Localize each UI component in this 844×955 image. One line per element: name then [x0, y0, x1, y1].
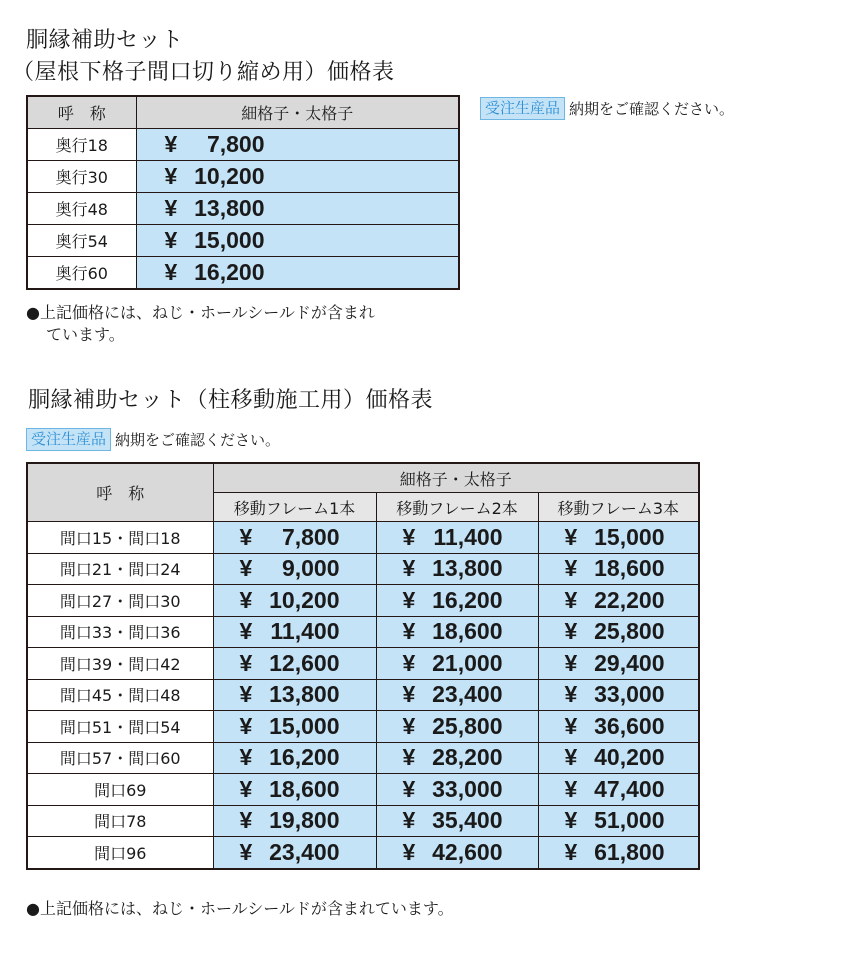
table-row — [27, 679, 699, 711]
yen-sign: ¥ — [402, 618, 416, 645]
yen-sign: ¥ — [564, 681, 578, 708]
delivery-notice-text: 納期をご確認ください。 — [569, 99, 735, 118]
table-row — [27, 774, 699, 806]
row-name: 間口96 — [27, 837, 213, 869]
yen-sign: ¥ — [564, 555, 578, 582]
yen-sign: ¥ — [239, 775, 253, 802]
yen-sign: ¥ — [239, 555, 253, 582]
yen-sign: ¥ — [402, 586, 416, 613]
table-row — [27, 553, 699, 585]
price-value: 22,200 — [594, 586, 665, 613]
price-value: 15,000 — [194, 227, 265, 253]
price-value: 12,600 — [269, 649, 340, 676]
table-row — [27, 742, 699, 774]
price-cell — [376, 616, 538, 648]
row-name: 間口45・間口48 — [27, 679, 213, 711]
row-name: 間口69 — [27, 774, 213, 806]
price-cell — [213, 616, 376, 648]
row-name: 間口57・間口60 — [27, 742, 213, 774]
row-name: 奥行18 — [27, 129, 136, 161]
price-value: 21,000 — [432, 649, 503, 676]
price-value: 13,800 — [432, 555, 503, 582]
price-cell — [538, 648, 699, 680]
row-name: 間口33・間口36 — [27, 616, 213, 648]
section2-price-table — [26, 462, 700, 870]
price-cell — [538, 711, 699, 743]
table-row — [27, 585, 699, 617]
row-name: 間口15・間口18 — [27, 522, 213, 554]
price-value: 11,400 — [270, 618, 340, 645]
table-row — [27, 711, 699, 743]
table-row — [27, 161, 459, 193]
yen-sign: ¥ — [239, 712, 253, 739]
price-value: 7,800 — [281, 523, 340, 550]
table-row — [27, 616, 699, 648]
price-value: 29,400 — [594, 649, 665, 676]
price-value: 18,600 — [594, 555, 665, 582]
price-value: 18,600 — [269, 775, 340, 802]
table-row — [27, 129, 459, 161]
yen-sign: ¥ — [164, 195, 178, 221]
price-cell — [538, 837, 699, 869]
price-value: 10,200 — [269, 586, 340, 613]
table-row — [27, 522, 699, 554]
header-name: 呼 称 — [27, 463, 213, 522]
row-name: 奥行54 — [27, 225, 136, 257]
price-cell — [376, 774, 538, 806]
price-value: 7,800 — [206, 131, 265, 157]
yen-sign: ¥ — [402, 649, 416, 676]
yen-sign: ¥ — [402, 744, 416, 771]
price-cell — [213, 679, 376, 711]
price-cell — [136, 225, 459, 257]
yen-sign: ¥ — [564, 649, 578, 676]
row-name: 奥行48 — [27, 193, 136, 225]
made-to-order-badge: 受注生産品 — [26, 428, 111, 451]
price-value: 19,800 — [269, 807, 340, 834]
table-row — [27, 805, 699, 837]
yen-sign: ¥ — [564, 775, 578, 802]
table-row — [27, 648, 699, 680]
yen-sign: ¥ — [564, 838, 578, 865]
made-to-order-badge: 受注生産品 — [480, 97, 565, 120]
price-value: 10,200 — [194, 163, 265, 189]
yen-sign: ¥ — [564, 618, 578, 645]
section2-table-body — [27, 522, 699, 869]
section1-order-notice — [480, 96, 734, 121]
price-cell — [538, 805, 699, 837]
yen-sign: ¥ — [164, 227, 178, 253]
yen-sign: ¥ — [239, 649, 253, 676]
yen-sign: ¥ — [164, 259, 178, 285]
yen-sign: ¥ — [164, 163, 178, 189]
row-name: 間口39・間口42 — [27, 648, 213, 680]
price-value: 61,800 — [594, 838, 665, 865]
price-cell — [538, 616, 699, 648]
yen-sign: ¥ — [239, 523, 253, 550]
header-group: 細格子・太格子 — [213, 463, 699, 493]
row-name: 間口51・間口54 — [27, 711, 213, 743]
price-cell — [213, 774, 376, 806]
table-row — [27, 225, 459, 257]
yen-sign: ¥ — [239, 838, 253, 865]
price-cell — [376, 522, 538, 554]
table-row — [27, 257, 459, 290]
price-value: 42,600 — [432, 838, 503, 865]
section1-price-table — [26, 95, 460, 290]
price-value: 51,000 — [594, 807, 665, 834]
price-value: 11,400 — [433, 523, 503, 550]
row-name: 間口78 — [27, 805, 213, 837]
header-frame-3: 移動フレーム3本 — [538, 493, 699, 522]
price-value: 15,000 — [594, 523, 665, 550]
table-row — [27, 837, 699, 869]
yen-sign: ¥ — [402, 838, 416, 865]
yen-sign: ¥ — [239, 744, 253, 771]
row-name: 間口21・間口24 — [27, 553, 213, 585]
price-value: 36,600 — [594, 712, 665, 739]
section1-note — [26, 302, 375, 346]
yen-sign: ¥ — [564, 744, 578, 771]
yen-sign: ¥ — [564, 712, 578, 739]
price-value: 35,400 — [432, 807, 503, 834]
price-cell — [538, 553, 699, 585]
price-value: 25,800 — [432, 712, 503, 739]
price-cell — [213, 648, 376, 680]
price-cell — [538, 522, 699, 554]
delivery-notice-text: 納期をご確認ください。 — [115, 430, 281, 449]
price-value: 16,200 — [432, 586, 503, 613]
price-cell — [376, 837, 538, 869]
row-name: 間口27・間口30 — [27, 585, 213, 617]
price-value: 13,800 — [269, 681, 340, 708]
yen-sign: ¥ — [564, 523, 578, 550]
yen-sign: ¥ — [402, 555, 416, 582]
yen-sign: ¥ — [402, 523, 416, 550]
header-name: 呼 称 — [27, 96, 136, 129]
price-value: 13,800 — [194, 195, 265, 221]
price-cell — [213, 805, 376, 837]
price-cell — [376, 742, 538, 774]
price-cell — [213, 585, 376, 617]
table-header-row — [27, 463, 699, 493]
yen-sign: ¥ — [402, 681, 416, 708]
price-cell — [538, 774, 699, 806]
header-frame-1: 移動フレーム1本 — [213, 493, 376, 522]
section2-order-notice — [26, 427, 280, 452]
table-row — [27, 193, 459, 225]
price-cell — [376, 679, 538, 711]
price-cell — [538, 679, 699, 711]
price-cell — [376, 553, 538, 585]
yen-sign: ¥ — [239, 586, 253, 613]
section2-note: ●上記価格には、ねじ・ホールシールドが含まれています。 — [26, 899, 454, 918]
yen-sign: ¥ — [402, 807, 416, 834]
price-cell — [213, 711, 376, 743]
price-cell — [136, 257, 459, 290]
yen-sign: ¥ — [564, 807, 578, 834]
price-value: 23,400 — [269, 838, 340, 865]
price-cell — [376, 805, 538, 837]
price-value: 40,200 — [594, 744, 665, 771]
price-cell — [376, 648, 538, 680]
price-value: 9,000 — [281, 555, 340, 582]
section1-title-line2: （屋根下格子間口切り縮め用）価格表 — [12, 60, 395, 85]
yen-sign: ¥ — [164, 131, 178, 157]
price-value: 15,000 — [269, 712, 340, 739]
price-value: 33,000 — [432, 775, 503, 802]
price-cell — [136, 193, 459, 225]
price-value: 16,200 — [194, 259, 265, 285]
price-value: 23,400 — [432, 681, 503, 708]
price-cell — [213, 553, 376, 585]
price-cell — [213, 742, 376, 774]
yen-sign: ¥ — [564, 586, 578, 613]
section1-note-line1: ●上記価格には、ねじ・ホールシールドが含まれ — [26, 303, 375, 322]
price-cell — [376, 711, 538, 743]
price-value: 18,600 — [432, 618, 503, 645]
section1-title-line1: 胴縁補助セット — [26, 28, 184, 53]
price-cell — [213, 837, 376, 869]
price-cell — [136, 161, 459, 193]
yen-sign: ¥ — [402, 712, 416, 739]
section2-title: 胴縁補助セット（柱移動施工用）価格表 — [28, 388, 434, 413]
price-cell — [538, 585, 699, 617]
header-price: 細格子・太格子 — [136, 96, 459, 129]
price-cell — [376, 585, 538, 617]
price-value: 33,000 — [594, 681, 665, 708]
section1-note-line2: ています。 — [46, 325, 125, 344]
row-name: 奥行30 — [27, 161, 136, 193]
yen-sign: ¥ — [239, 618, 253, 645]
yen-sign: ¥ — [239, 681, 253, 708]
yen-sign: ¥ — [239, 807, 253, 834]
table-header-row — [27, 96, 459, 129]
row-name: 奥行60 — [27, 257, 136, 290]
price-cell — [213, 522, 376, 554]
price-cell — [538, 742, 699, 774]
price-value: 28,200 — [432, 744, 503, 771]
yen-sign: ¥ — [402, 775, 416, 802]
header-frame-2: 移動フレーム2本 — [376, 493, 538, 522]
price-cell — [136, 129, 459, 161]
price-value: 16,200 — [269, 744, 340, 771]
price-value: 47,400 — [594, 775, 665, 802]
price-value: 25,800 — [594, 618, 665, 645]
